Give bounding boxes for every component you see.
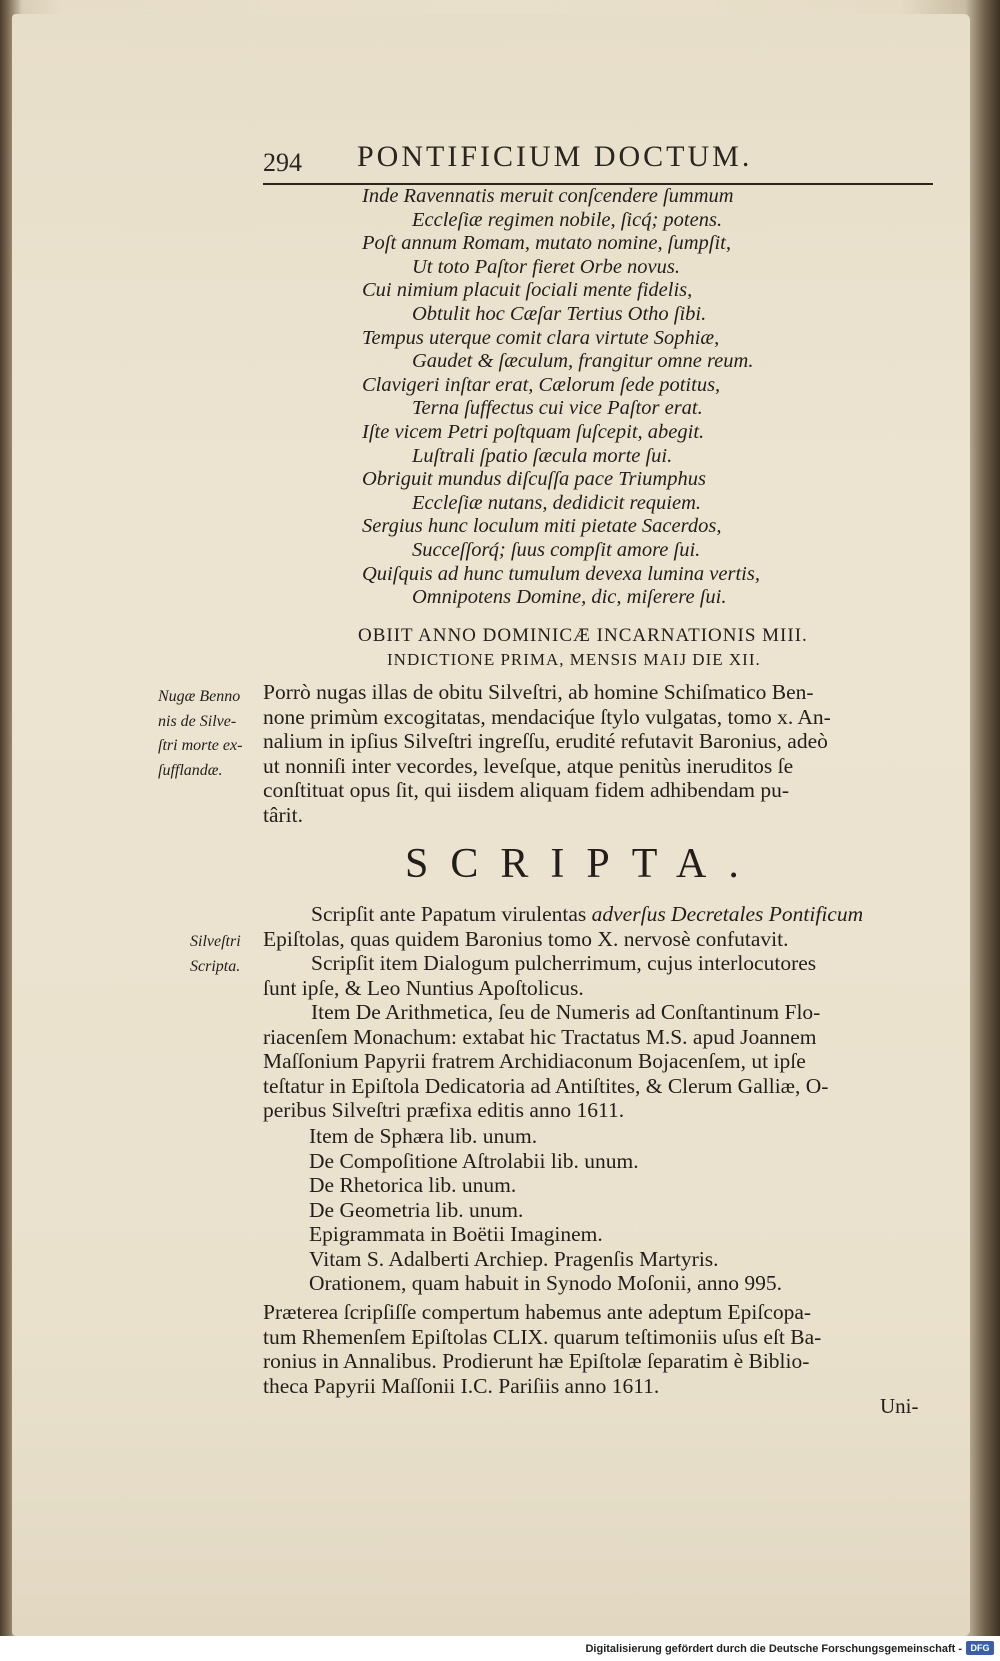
paragraph-line: [263, 902, 933, 927]
works-list-item: Epigrammata in Boëtii Imaginem.: [309, 1222, 603, 1246]
paragraph-line: conſtituat opus ſit, qui iisdem aliquam fidem adhibendam pu-: [263, 778, 790, 802]
paragraph-line: ut nonniſi inter vecordes, leveſque, atque penitùs ineruditos ſe: [263, 753, 794, 778]
page-number: 294: [263, 148, 302, 177]
verse-line: Eccleſiæ nutans, dedidicit requiem.: [412, 491, 702, 514]
verse-line: Succeſſorq́; ſuus compſit amore ſui.: [412, 538, 701, 561]
paragraph-line: teſtatur in Epiſtola Dedicatoria ad Antiſtites, & Clerum Galliæ, O-: [263, 1073, 829, 1098]
paragraph-line: Epiſtolas, quas quidem Baronius tomo X. nervosè confutavit.: [263, 926, 789, 951]
verse-line: Clavigeri inſtar erat, Cælorum ſede potitus,: [362, 373, 721, 396]
works-list-item: De Rhetorica lib. unum.: [309, 1173, 517, 1197]
works-list-item: Vitam S. Adalberti Archiep. Pragenſis Martyris.: [309, 1246, 719, 1271]
works-list-item: De Geometria lib. unum.: [309, 1197, 524, 1222]
works-list-item: De Compoſitione Aſtrolabii lib. unum.: [309, 1148, 639, 1173]
paragraph-line: ronius in Annalibus. Prodierunt hæ Epiſtolæ ſeparatim è Biblio-: [263, 1349, 810, 1373]
catchword: Uni-: [880, 1394, 919, 1418]
paragraph-line: Scripſit item Dialogum pulcherrimum, cujus interlocutores: [311, 951, 817, 975]
paragraph-line: nalium in ipſius Silveſtri ingreſſu, erudité refutavit Baronius, adeò: [263, 729, 828, 753]
paragraph-line: Maſſonium Papyrii fratrem Archidiaconum Bojacenſem, ut ipſe: [263, 1049, 806, 1073]
paragraph-line: ſunt ipſe, & Leo Nuntius Apoſtolicus.: [263, 975, 584, 1000]
running-title: PONTIFICIUM DOCTUM.: [357, 140, 753, 173]
verse-line: Iſte vicem Petri poſtquam ſuſcepit, abegit.: [362, 420, 705, 443]
paragraph-line: tum Rhemenſem Epiſtolas CLIX. quarum teſtimoniis uſus eſt Ba-: [263, 1324, 822, 1349]
paragraph-line: peribus Silveſtri præfixa editis anno 1611.: [263, 1098, 625, 1122]
dfg-logo: DFG: [966, 1641, 994, 1655]
paragraph-line: târit.: [263, 802, 303, 827]
paragraph-line: theca Papyrii Maſſonii I.C. Pariſiis anno 1611.: [263, 1373, 660, 1398]
margin-note-line: ſtri morte ex-: [158, 737, 243, 754]
paragraph-scripta: [263, 902, 933, 1123]
verse-line: Terna ſuffectus cui vice Paſtor erat.: [412, 397, 703, 420]
verse-line: Eccleſiæ regimen nobile, ſicq́; potens.: [412, 208, 723, 231]
verse-line: Luſtrali ſpatio ſæcula morte ſui.: [412, 444, 673, 467]
verse-line: Tempus uterque comit clara virtute Sophiæ,: [362, 326, 720, 349]
obiit-line: OBIIT ANNO DOMINICÆ INCARNATIONIS MIII.: [358, 625, 808, 646]
paragraph-line: none primùm excogitatas, mendaciq́ue ſtylo vulgatas, tomo x. An-: [263, 704, 831, 729]
epitaph-verse: [362, 185, 922, 610]
verse-line: Cui nimium placuit ſociali mente fidelis,: [362, 279, 693, 302]
verse-line: Poſt annum Romam, mutato nomine, ſumpſit,: [362, 232, 731, 255]
verse-line: Obtulit hoc Cæſar Tertius Otho ſibi.: [412, 302, 707, 325]
paragraph-line: Porrò nugas illas de obitu Silveſtri, ab homine Schiſmatico Ben-: [263, 680, 814, 704]
indictio-line: INDICTIONE PRIMA, MENSIS MAIJ DIE XII.: [387, 650, 761, 669]
paragraph-line: Præterea ſcripſiſſe compertum habemus ante adeptum Epiſcopa-: [263, 1300, 812, 1324]
margin-note-scripta: [190, 930, 241, 979]
verse-line: Inde Ravennatis meruit conſcendere ſummum: [362, 185, 734, 207]
margin-note-nugae: [158, 685, 242, 783]
section-title: SCRIPTA.: [405, 841, 761, 887]
works-list-item: Orationem, quam habuit in Synodo Moſonii, anno 995.: [309, 1271, 782, 1295]
paragraph-italic-text: adverſus Decretales Pontificum: [591, 902, 864, 926]
margin-note-line: Nugæ Benno: [158, 688, 241, 705]
works-list-item: Item de Sphæra lib. unum.: [309, 1124, 538, 1148]
verse-line: Omnipotens Domine, dic, miſerere ſui.: [412, 586, 727, 609]
margin-note-line: ſufflandæ.: [158, 761, 223, 779]
paragraph-text: Scripſit ante Papatum virulentas: [311, 902, 592, 926]
paragraph-line: riacenſem Monachum: extabat hic Tractatus M.S. apud Joannem: [263, 1024, 817, 1049]
margin-note-line: nis de Silve-: [158, 712, 237, 730]
verse-line: Sergius hunc loculum miti pietate Sacerdos,: [362, 515, 722, 538]
verse-line: Quiſquis ad hunc tumulum devexa lumina vertis,: [362, 562, 760, 585]
verse-line: Ut toto Paſtor fieret Orbe novus.: [412, 255, 680, 278]
paragraph-line: Item De Arithmetica, ſeu de Numeris ad Conſtantinum Flo-: [311, 1000, 821, 1024]
verse-line: Gaudet & ſæculum, frangitur omne reum.: [412, 350, 754, 373]
verse-line: Obriguit mundus diſcuſſa pace Triumphus: [362, 468, 706, 491]
funding-notice: Digitalisierung gefördert durch die Deutsche Forschungsgemeinschaft -: [585, 1643, 962, 1655]
paragraph-nugae: [263, 680, 933, 827]
margin-note-line: Scripta.: [190, 957, 241, 975]
margin-note-line: Silveſtri: [190, 933, 241, 950]
page-header: [263, 140, 933, 184]
paragraph-epistolae: [263, 1300, 933, 1398]
works-list: [309, 1124, 782, 1296]
